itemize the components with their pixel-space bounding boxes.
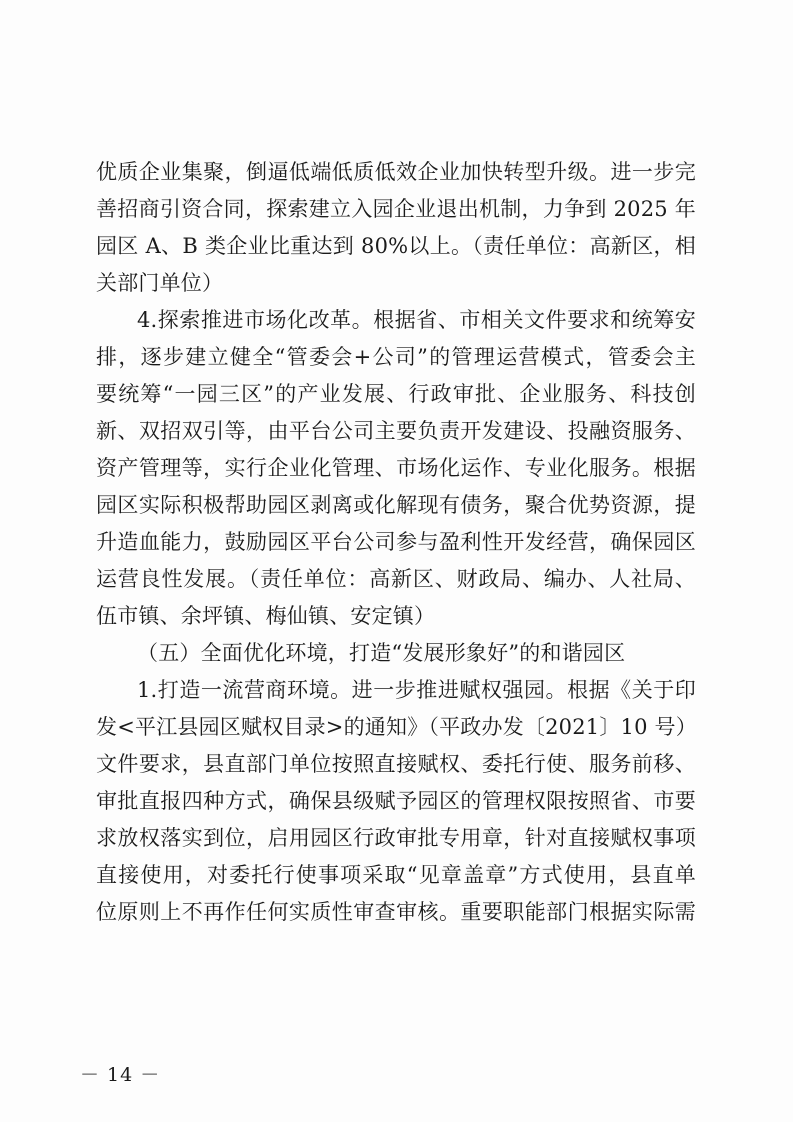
body-text-line: 排，逐步建立健全“管委会+公司”的管理运营模式，管委会主: [96, 345, 696, 369]
body-text-line: 优质企业集聚，倒逼低端低质低效企业加快转型升级。进一步完: [96, 160, 696, 184]
body-text-line: 运营良性发展。（责任单位：高新区、财政局、编办、人社局、: [96, 567, 696, 591]
body-text-line: 直接使用，对委托行使事项采取“见章盖章”方式使用，县直单: [96, 863, 696, 887]
body-text-line: 位原则上不再作任何实质性审查审核。重要职能部门根据实际需: [96, 900, 696, 924]
body-text-line: 关部门单位）: [96, 271, 224, 295]
body-text-line: 发<平江县园区赋权目录>的通知》（平政办发〔2021〕10 号）: [96, 715, 697, 739]
body-text-line: 新、双招双引等，由平台公司主要负责开发建设、投融资服务、: [96, 419, 696, 443]
section-heading: （五）全面优化环境，打造“发展形象好”的和谐园区: [137, 641, 626, 665]
body-text-line: 文件要求，县直部门单位按照直接赋权、委托行使、服务前移、: [96, 752, 696, 776]
body-text-line: 审批直报四种方式，确保县级赋予园区的管理权限按照省、市要: [96, 789, 696, 813]
body-text-line: 园区实际积极帮助园区剥离或化解现有债务，聚合优势资源，提: [96, 493, 696, 517]
body-text-line: 要统筹“一园三区”的产业发展、行政审批、企业服务、科技创: [96, 382, 696, 406]
body-text-line: 园区 A、B 类企业比重达到 80%以上。（责任单位：高新区，相: [96, 234, 696, 258]
body-text-line: 资产管理等，实行企业化管理、市场化运作、专业化服务。根据: [96, 456, 696, 480]
page-number: － 14 －: [80, 1064, 161, 1086]
body-text-line: 善招商引资合同，探索建立入园企业退出机制，力争到 2025 年: [96, 197, 696, 221]
paragraph-first-line: 1.打造一流营商环境。进一步推进赋权强园。根据《关于印: [137, 678, 696, 702]
paragraph-first-line: 4.探索推进市场化改革。根据省、市相关文件要求和统筹安: [137, 308, 696, 332]
body-text-line: 升造血能力，鼓励园区平台公司参与盈利性开发经营，确保园区: [96, 530, 696, 554]
body-text-line: 伍市镇、余坪镇、梅仙镇、安定镇）: [96, 604, 436, 628]
body-text-line: 求放权落实到位，启用园区行政审批专用章，针对直接赋权事项: [96, 826, 696, 850]
